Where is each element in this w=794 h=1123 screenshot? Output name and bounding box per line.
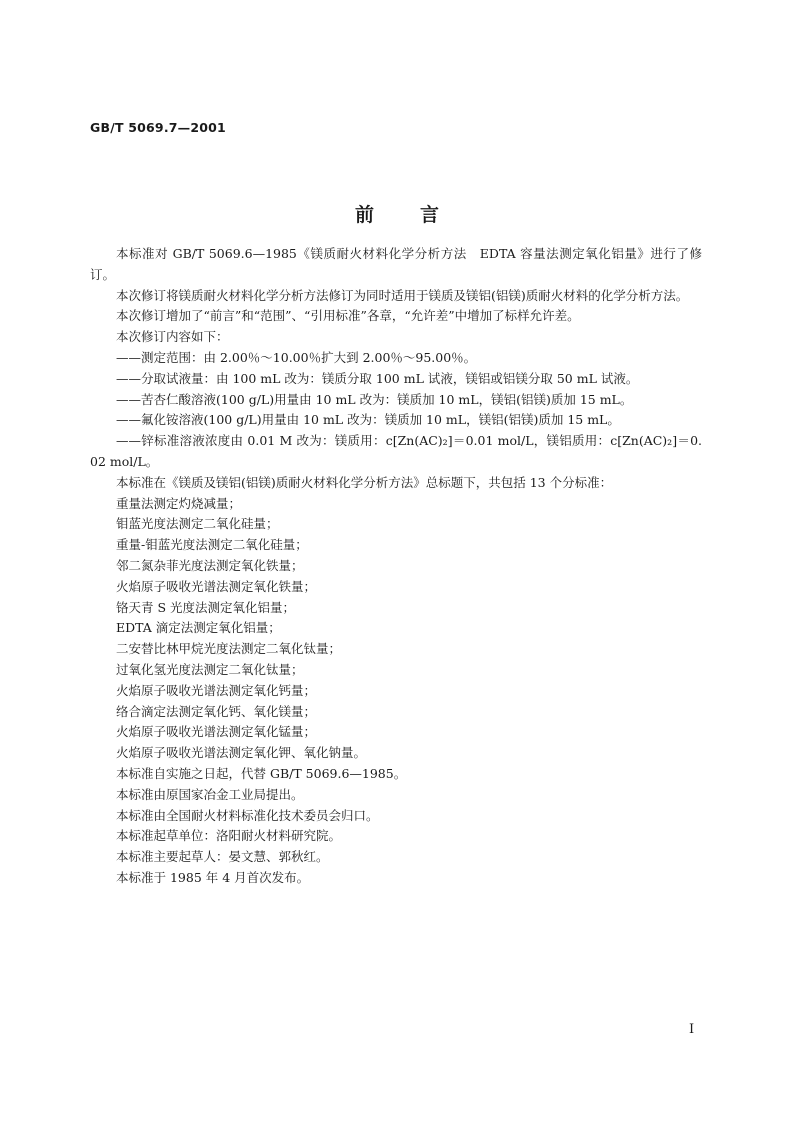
- sub-standard-item: 铬天青 S 光度法测定氧化铝量；: [116, 599, 296, 615]
- sub-standard-item: 过氧化氢光度法测定二氧化钛量；: [116, 661, 304, 677]
- standard-code: GB/T 5069.7—2001: [90, 120, 226, 135]
- paragraph-added-chapters: 本次修订增加了“前言”和“范围”、“引用标准”各章，“允许差”中增加了标样允许差。: [116, 308, 580, 324]
- closing-replaces: 本标准自实施之日起，代替 GB/T 5069.6—1985。: [116, 765, 407, 781]
- change-item: ——分取试液量：由 100 mL 改为：镁质分取 100 mL 试液，镁铝或铝镁分取 50 mL 试液。: [116, 370, 639, 386]
- title-char-2: 言: [420, 204, 440, 226]
- sub-standard-item: 重量法测定灼烧减量；: [116, 495, 242, 511]
- sub-standard-item: 火焰原子吸收光谱法测定氧化铁量；: [116, 578, 317, 594]
- sub-standard-item: 钼蓝光度法测定二氧化硅量；: [116, 516, 279, 532]
- sub-standard-item: 火焰原子吸收光谱法测定氧化锰量；: [116, 724, 317, 740]
- paragraph-changes-intro: 本次修订内容如下：: [116, 329, 229, 345]
- page-number: I: [689, 1022, 695, 1037]
- sub-standard-item: 火焰原子吸收光谱法测定氧化钾、氧化钠量。: [116, 745, 367, 761]
- sub-standard-item: EDTA 滴定法测定氧化铝量；: [116, 620, 281, 636]
- closing-first-release: 本标准于 1985 年 4 月首次发布。: [116, 869, 310, 885]
- sub-standard-item: 火焰原子吸收光谱法测定氧化钙量；: [116, 682, 317, 698]
- change-item: ——锌标准溶液浓度由 0.01 M 改为：镁质用：c[Zn(AC)₂]＝0.01 mol/L，镁铝质用：c[Zn(AC)₂]＝0.02 mol/L。: [90, 433, 702, 469]
- title-char-1: 前: [354, 204, 374, 226]
- change-item: ——氟化铵溶液(100 g/L)用量由 10 mL 改为：镁质加 10 mL，镁铝(铝镁)质加 15 mL。: [116, 412, 620, 428]
- closing-committee: 本标准由全国耐火材料标准化技术委员会归口。: [116, 807, 379, 823]
- foreword-body: [90, 244, 702, 889]
- closing-drafting-unit: 本标准起草单位：洛阳耐火材料研究院。: [116, 828, 342, 844]
- sub-standard-item: 二安替比林甲烷光度法测定二氧化钛量；: [116, 641, 342, 657]
- page-title: [0, 200, 794, 227]
- sub-standard-item: 重量-钼蓝光度法测定二氧化硅量；: [116, 537, 308, 553]
- paragraph-scope-change: 本次修订将镁质耐火材料化学分析方法修订为同时适用于镁质及镁铝(铝镁)质耐火材料的化学分析方法。: [116, 287, 689, 303]
- paragraph-series-intro: 本标准在《镁质及镁铝(铝镁)质耐火材料化学分析方法》总标题下，共包括 13 个分标准：: [116, 474, 613, 490]
- paragraph-revision: 本标准对 GB/T 5069.6—1985《镁质耐火材料化学分析方法 EDTA 容量法测定氧化铝量》进行了修订。: [90, 246, 702, 282]
- change-item: ——测定范围：由 2.00％～10.00％扩大到 2.00％～95.00％。: [116, 349, 477, 365]
- closing-drafters: 本标准主要起草人：晏文慧、郭秋红。: [116, 849, 329, 865]
- closing-proposer: 本标准由原国家冶金工业局提出。: [116, 786, 304, 802]
- change-item: ——苦杏仁酸溶液(100 g/L)用量由 10 mL 改为：镁质加 10 mL，镁铝(铝镁)质加 15 mL。: [116, 391, 633, 407]
- sub-standard-item: 络合滴定法测定氧化钙、氧化镁量；: [116, 703, 317, 719]
- sub-standard-item: 邻二氮杂菲光度法测定氧化铁量；: [116, 557, 304, 573]
